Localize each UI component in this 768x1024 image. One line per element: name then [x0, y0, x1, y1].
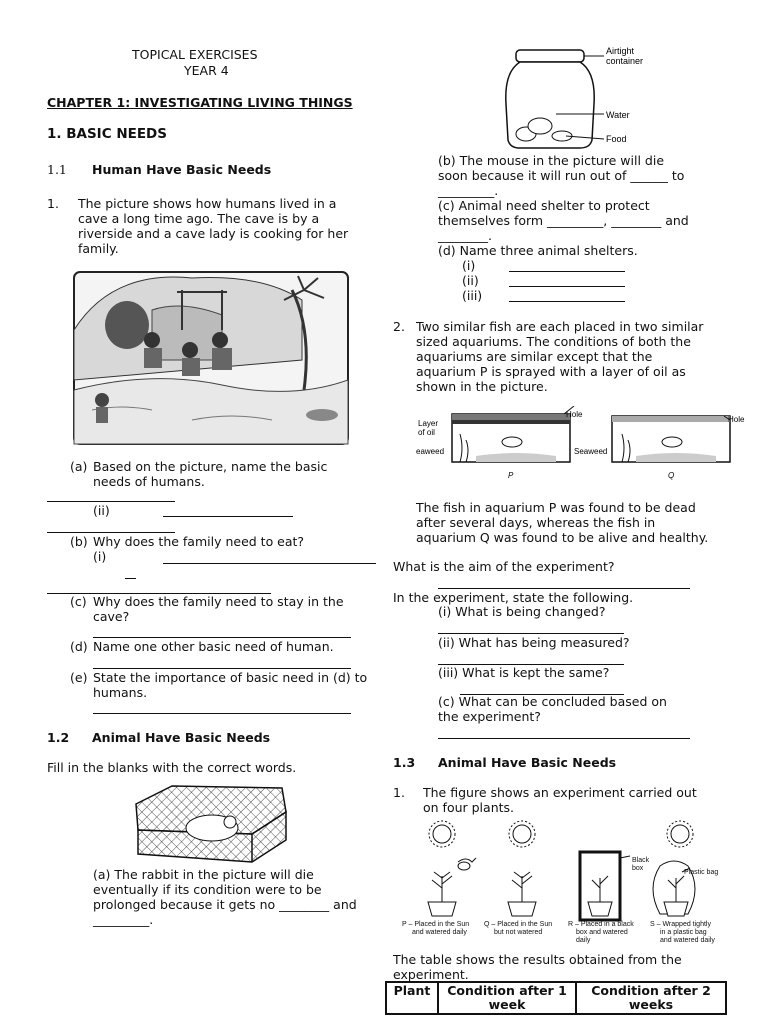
jar-label-container: Airtight [606, 46, 635, 56]
question-text: Two similar fish are each placed in two similar [416, 319, 704, 334]
question-text: aquarium P is sprayed with a layer of oil as [416, 364, 686, 379]
sub-question-text: Based on the picture, name the basic [93, 459, 328, 474]
answer-line[interactable] [509, 301, 625, 302]
answer-line[interactable] [93, 637, 351, 638]
airtight-jar-picture [500, 44, 646, 154]
figure-label-seaweed: eaweed [416, 447, 445, 456]
sub-question-text: (ii) What has being measured? [438, 635, 630, 650]
chapter-heading: CHAPTER 1: INVESTIGATING LIVING THINGS [47, 95, 353, 110]
answer-line[interactable] [163, 516, 293, 517]
fill-blank-text: (c) Animal need shelter to protect [438, 198, 650, 213]
answer-line[interactable] [47, 501, 175, 502]
table-header-cell: Plant [386, 982, 438, 1014]
rabbit-cage-picture [132, 782, 290, 866]
fill-blank-text: (b) The mouse in the picture will die [438, 153, 665, 168]
fill-blank-text: soon because it will run out of ______ to [438, 168, 685, 183]
figure-label-p: P [508, 471, 514, 480]
subsection-heading: Human Have Basic Needs [92, 162, 272, 177]
question-text: The picture shows how humans lived in a [78, 196, 337, 211]
cave-family-picture [72, 270, 350, 446]
subsection-number: 1.1 [47, 162, 67, 177]
answer-item-label: (ii) [462, 273, 479, 288]
results-table [385, 981, 727, 1015]
plant-caption-s: S – Wrapped tightly [650, 921, 711, 928]
answer-line[interactable] [438, 738, 690, 739]
result-text: The fish in aquarium P was found to be dead [416, 500, 696, 515]
sub-question-text: (i) What is being changed? [438, 604, 606, 619]
question-text: What is the aim of the experiment? [393, 559, 615, 574]
fill-blank-text: (a) The rabbit in the picture will die [93, 867, 314, 882]
answer-item-label: (i) [93, 549, 107, 564]
fill-blank-text: ________. [438, 228, 492, 243]
fill-blank-text: (d) Name three animal shelters. [438, 243, 638, 258]
figure-label-oil: Layer [418, 419, 439, 428]
sub-question-text: Why does the family need to eat? [93, 534, 305, 549]
aquarium-figure [416, 406, 746, 484]
table-header-cell [438, 982, 576, 1014]
plant-caption-p: P – Placed in the Sun [402, 921, 470, 928]
table-header-row [386, 982, 726, 1014]
sub-question-label: (b) [70, 534, 88, 549]
figure-label-q: Q [668, 471, 675, 480]
question-text: riverside and a cave lady is cooking for her [78, 226, 349, 241]
result-text: after several days, whereas the fish in [416, 515, 656, 530]
table-header-line: Condition after 1 [447, 983, 567, 998]
figure-label-black-box: box [632, 865, 644, 872]
plant-caption-q: Q – Placed in the Sun [484, 921, 553, 928]
plant-caption-r: daily [576, 937, 591, 944]
sub-question-text: (c) What can be concluded based on [438, 694, 667, 709]
subsection-number: 1.2 [47, 730, 70, 745]
table-header-line: week [488, 997, 526, 1012]
result-text: aquarium Q was found to be alive and healthy. [416, 530, 709, 545]
sub-question-label: (e) [70, 670, 88, 685]
table-intro: The table shows the results obtained from the [393, 952, 682, 967]
answer-line[interactable] [163, 563, 376, 564]
sub-question-text: Why does the family need to stay in the [93, 594, 344, 609]
table-intro: experiment. [393, 967, 469, 982]
sub-question-text: Name one other basic need of human. [93, 639, 334, 654]
answer-item-label: (iii) [462, 288, 483, 303]
table-header-line: Condition after 2 [591, 983, 711, 998]
sub-question-text: State the importance of basic need in (d) to [93, 670, 368, 685]
sub-question-text: cave? [93, 609, 130, 624]
question-text: shown in the picture. [416, 379, 548, 394]
page-subtitle: YEAR 4 [184, 63, 229, 78]
subsection-heading: Animal Have Basic Needs [92, 730, 271, 745]
answer-line[interactable] [438, 588, 690, 589]
jar-label-food: Food [606, 134, 627, 144]
question-text: In the experiment, state the following. [393, 590, 634, 605]
question-number: 2. [393, 319, 405, 334]
fill-blank-text: _________. [438, 183, 499, 198]
instruction-text: Fill in the blanks with the correct words. [47, 760, 297, 775]
figure-label-hole: Hole [728, 415, 745, 424]
answer-line[interactable] [509, 271, 625, 272]
answer-item-label: (ii) [93, 503, 110, 518]
page-title: TOPICAL EXERCISES [132, 47, 258, 62]
table-header-line: weeks [628, 997, 674, 1012]
question-text: family. [78, 241, 119, 256]
plant-caption-q: but not watered [494, 929, 543, 936]
fill-blank-text: _________. [93, 912, 154, 927]
sub-question-text: humans. [93, 685, 148, 700]
sub-question-label: (d) [70, 639, 88, 654]
plant-caption-s: in a plastic bag [660, 929, 707, 936]
figure-label-plastic-bag: Plastic bag [684, 869, 719, 876]
answer-line[interactable] [47, 532, 175, 533]
jar-label-water: Water [606, 110, 630, 120]
question-text: The figure shows an experiment carried out [423, 785, 697, 800]
plant-caption-r: box and watered [576, 929, 628, 936]
table-header-cell [576, 982, 726, 1014]
sub-question-label: (c) [70, 594, 87, 609]
plant-caption-s: and watered daily [660, 937, 715, 944]
fill-blank-text: eventually if its condition were to be [93, 882, 322, 897]
jar-label-container: container [606, 56, 644, 66]
fill-blank-text: prolonged because it gets no ________ and [93, 897, 357, 912]
subsection-number: 1.3 [393, 755, 416, 770]
answer-item-label: (i) [462, 258, 476, 273]
answer-line[interactable] [93, 668, 351, 669]
section-heading: 1. BASIC NEEDS [47, 126, 167, 142]
fill-blank-text: themselves form _________, ________ and [438, 213, 689, 228]
sub-question-label: (a) [70, 459, 88, 474]
subsection-heading: Animal Have Basic Needs [438, 755, 617, 770]
answer-line[interactable] [125, 578, 136, 579]
sub-question-text: needs of humans. [93, 474, 205, 489]
plant-caption-p: and watered daily [412, 929, 467, 936]
answer-line[interactable] [93, 713, 351, 714]
figure-label-black-box: Black [632, 857, 650, 864]
figure-label-seaweed: Seaweed [574, 447, 608, 456]
plant-caption-r: R – Placed in a black [568, 921, 634, 928]
question-text: sized aquariums. The conditions of both the [416, 334, 691, 349]
figure-label-oil: of oil [418, 428, 435, 437]
question-text: on four plants. [423, 800, 515, 815]
question-text: aquariums are similar except that the [416, 349, 653, 364]
plants-experiment-figure [398, 818, 724, 950]
question-text: cave a long time ago. The cave is by a [78, 211, 320, 226]
question-number: 1. [47, 196, 59, 211]
answer-line[interactable] [438, 633, 624, 634]
figure-label-hole: Hole [566, 410, 583, 419]
question-number: 1. [393, 785, 405, 800]
sub-question-text: (iii) What is kept the same? [438, 665, 610, 680]
answer-line[interactable] [509, 286, 625, 287]
sub-question-text: the experiment? [438, 709, 541, 724]
